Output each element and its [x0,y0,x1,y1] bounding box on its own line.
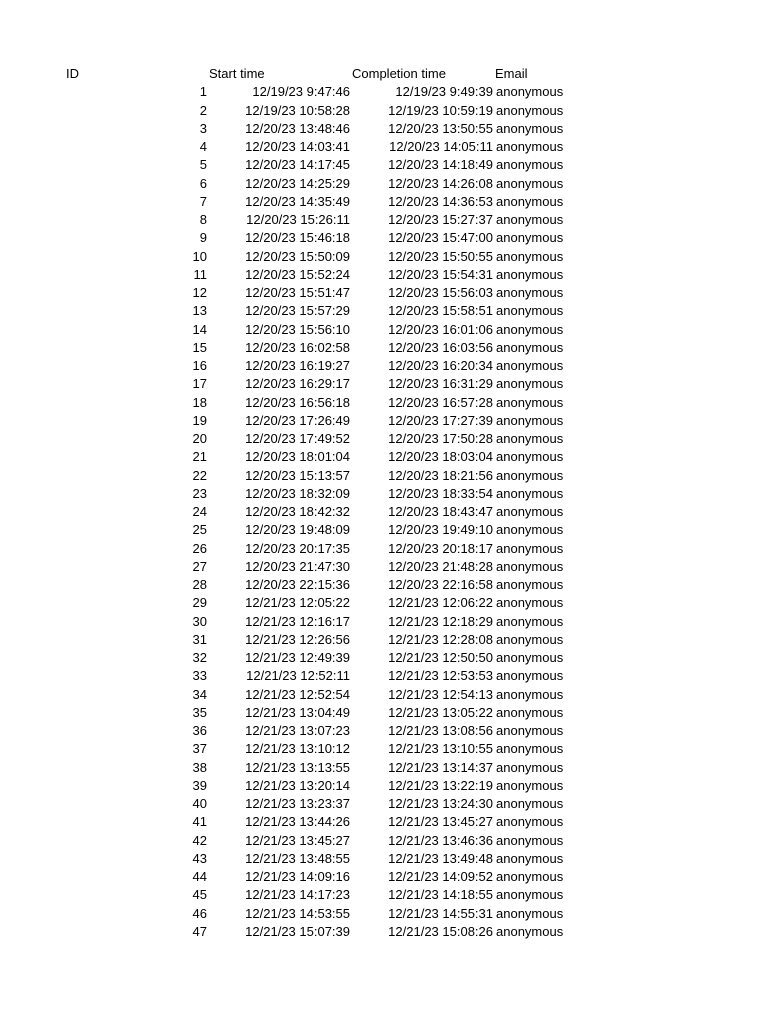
header-id: ID [66,66,79,81]
cell-completion-time: 12/20/23 15:58:51 [388,303,493,319]
cell-start-time: 12/20/23 16:29:17 [245,376,350,392]
cell-completion-time: 12/20/23 13:50:55 [388,120,493,136]
cell-start-time: 12/21/23 12:05:22 [245,595,350,611]
cell-completion-time: 12/20/23 21:48:28 [388,558,493,574]
cell-start-time: 12/19/23 10:58:28 [245,102,350,118]
table-row [0,576,768,594]
cell-start-time: 12/20/23 20:17:35 [245,540,350,556]
cell-id: 7 [199,193,207,209]
cell-completion-time: 12/20/23 15:47:00 [388,230,493,246]
cell-email: anonymous [496,631,564,647]
cell-start-time: 12/21/23 12:52:11 [246,668,350,684]
cell-start-time: 12/20/23 16:19:27 [245,358,350,373]
table-body [0,83,768,941]
spreadsheet-table [0,65,768,941]
cell-email: anonymous [496,394,564,410]
cell-completion-time: 12/21/23 14:09:52 [388,869,493,884]
cell-start-time: 12/20/23 18:01:04 [245,449,350,465]
cell-completion-time: 12/20/23 14:05:11 [389,139,493,154]
cell-start-time: 12/19/23 9:47:46 [252,84,350,100]
cell-email: anonymous [496,321,564,337]
cell-completion-time: 12/20/23 17:50:28 [388,431,493,446]
cell-id: 24 [192,504,207,519]
cell-completion-time: 12/20/23 19:49:10 [388,522,493,538]
cell-id: 15 [192,339,207,355]
cell-email: anonymous [496,814,564,830]
table-row [0,467,768,485]
cell-start-time: 12/20/23 19:48:09 [245,522,350,538]
cell-email: anonymous [496,777,564,793]
cell-id: 11 [193,266,207,282]
cell-email: anonymous [496,193,564,209]
table-row [0,448,768,466]
cell-id: 28 [192,577,207,592]
cell-start-time: 12/21/23 13:45:27 [245,832,350,848]
cell-id: 39 [192,777,207,793]
table-row [0,211,768,229]
table-row [0,813,768,831]
header-completion-time: Completion time [352,66,446,81]
table-row [0,777,768,795]
cell-id: 20 [192,431,207,446]
cell-start-time: 12/20/23 14:35:49 [245,193,350,209]
cell-email: anonymous [496,248,564,264]
cell-id: 18 [192,394,207,410]
cell-start-time: 12/20/23 14:25:29 [245,175,350,191]
cell-completion-time: 12/20/23 15:56:03 [388,285,493,300]
cell-email: anonymous [496,285,564,300]
cell-start-time: 12/21/23 12:52:54 [245,686,350,702]
cell-email: anonymous [496,504,564,519]
cell-email: anonymous [496,339,564,355]
cell-email: anonymous [496,869,564,884]
cell-email: anonymous [496,613,564,629]
cell-email: anonymous [496,230,564,246]
cell-id: 4 [199,139,207,154]
cell-start-time: 12/20/23 15:57:29 [245,303,350,319]
cell-id: 12 [192,285,207,300]
table-row [0,686,768,704]
cell-completion-time: 12/21/23 13:22:19 [388,777,493,793]
cell-email: anonymous [496,212,564,227]
cell-start-time: 12/21/23 12:16:17 [245,613,350,629]
cell-completion-time: 12/21/23 12:18:29 [388,613,493,629]
header-row [0,65,768,83]
cell-id: 40 [192,796,207,811]
cell-email: anonymous [496,741,564,757]
table-row [0,832,768,850]
table-row [0,357,768,375]
cell-id: 27 [192,558,207,574]
cell-email: anonymous [496,923,564,939]
table-row [0,503,768,521]
cell-completion-time: 12/21/23 13:14:37 [388,759,493,775]
cell-id: 23 [192,485,207,501]
cell-start-time: 12/21/23 13:13:55 [245,759,350,775]
cell-id: 26 [192,540,207,556]
cell-id: 32 [192,650,207,665]
cell-start-time: 12/21/23 13:10:12 [245,741,350,757]
table-row [0,521,768,539]
cell-completion-time: 12/20/23 15:54:31 [388,266,493,282]
cell-completion-time: 12/20/23 16:31:29 [388,376,493,392]
cell-email: anonymous [496,905,564,921]
cell-id: 5 [199,157,207,173]
table-row [0,868,768,886]
cell-completion-time: 12/21/23 13:24:30 [388,796,493,811]
table-row [0,558,768,576]
cell-email: anonymous [496,467,564,483]
cell-id: 2 [199,102,207,118]
cell-start-time: 12/20/23 15:26:11 [246,212,350,227]
cell-id: 3 [199,120,207,136]
cell-completion-time: 12/20/23 18:21:56 [388,467,493,483]
table-row [0,120,768,138]
table-row [0,594,768,612]
cell-completion-time: 12/20/23 20:18:17 [388,540,493,556]
cell-email: anonymous [496,139,564,154]
cell-id: 25 [192,522,207,538]
cell-id: 37 [192,741,207,757]
cell-start-time: 12/20/23 16:56:18 [245,394,350,410]
cell-start-time: 12/20/23 14:03:41 [245,139,350,154]
table-row [0,631,768,649]
cell-id: 22 [192,467,207,483]
table-row [0,649,768,667]
cell-completion-time: 12/20/23 18:43:47 [388,504,493,519]
table-row [0,156,768,174]
table-row [0,339,768,357]
table-row [0,795,768,813]
cell-email: anonymous [496,485,564,501]
cell-completion-time: 12/21/23 12:06:22 [388,595,493,611]
cell-id: 35 [192,704,207,720]
cell-id: 47 [192,923,207,939]
cell-email: anonymous [496,376,564,392]
cell-id: 43 [192,850,207,866]
cell-email: anonymous [496,412,564,428]
cell-start-time: 12/20/23 18:32:09 [245,485,350,501]
cell-email: anonymous [496,449,564,465]
cell-id: 33 [192,668,207,684]
cell-start-time: 12/20/23 15:52:24 [245,266,350,282]
table-row [0,613,768,631]
cell-completion-time: 12/21/23 15:08:26 [388,923,493,939]
cell-completion-time: 12/20/23 14:26:08 [388,175,493,191]
cell-completion-time: 12/21/23 14:18:55 [388,887,493,903]
table-row [0,394,768,412]
cell-completion-time: 12/21/23 13:08:56 [388,723,493,738]
cell-completion-time: 12/21/23 13:05:22 [388,704,493,720]
cell-completion-time: 12/21/23 13:45:27 [388,814,493,830]
cell-completion-time: 12/20/23 22:16:58 [388,577,493,592]
table-row [0,759,768,777]
cell-id: 9 [199,230,207,246]
cell-start-time: 12/21/23 13:48:55 [245,850,350,866]
cell-id: 46 [192,905,207,921]
cell-completion-time: 12/20/23 15:27:37 [388,212,493,227]
cell-start-time: 12/20/23 14:17:45 [245,157,350,173]
table-row [0,722,768,740]
cell-email: anonymous [496,577,564,592]
table-row [0,905,768,923]
cell-start-time: 12/20/23 15:56:10 [245,321,350,337]
cell-id: 38 [192,759,207,775]
table-row [0,229,768,247]
cell-id: 8 [199,212,207,227]
table-row [0,193,768,211]
table-row [0,375,768,393]
cell-completion-time: 12/21/23 13:49:48 [388,850,493,866]
table-row [0,175,768,193]
table-row [0,248,768,266]
cell-start-time: 12/20/23 15:51:47 [245,285,350,300]
cell-email: anonymous [496,558,564,574]
cell-id: 45 [192,887,207,903]
table-row [0,102,768,120]
cell-email: anonymous [496,668,564,684]
cell-id: 41 [192,814,207,830]
cell-start-time: 12/21/23 13:23:37 [245,796,350,811]
cell-completion-time: 12/21/23 12:28:08 [388,631,493,647]
table-row [0,704,768,722]
cell-id: 42 [192,832,207,848]
cell-start-time: 12/20/23 13:48:46 [245,120,350,136]
cell-completion-time: 12/21/23 13:46:36 [388,832,493,848]
cell-email: anonymous [496,850,564,866]
cell-start-time: 12/20/23 15:50:09 [245,248,350,264]
cell-id: 21 [192,449,207,465]
cell-completion-time: 12/19/23 9:49:39 [395,84,493,100]
cell-id: 19 [192,412,207,428]
cell-completion-time: 12/20/23 18:33:54 [388,485,493,501]
cell-completion-time: 12/20/23 15:50:55 [388,248,493,264]
table-row [0,886,768,904]
cell-email: anonymous [496,522,564,538]
cell-start-time: 12/20/23 17:26:49 [245,412,350,428]
cell-email: anonymous [496,84,564,100]
cell-completion-time: 12/21/23 12:53:53 [388,668,493,684]
cell-id: 1 [199,84,207,100]
cell-email: anonymous [496,120,564,136]
cell-start-time: 12/21/23 13:07:23 [245,723,350,738]
cell-email: anonymous [496,358,564,373]
cell-id: 17 [192,376,207,392]
cell-start-time: 12/21/23 12:26:56 [245,631,350,647]
cell-start-time: 12/21/23 13:44:26 [245,814,350,830]
cell-completion-time: 12/20/23 16:03:56 [388,339,493,355]
cell-start-time: 12/20/23 16:02:58 [245,339,350,355]
cell-email: anonymous [496,723,564,738]
cell-start-time: 12/21/23 13:20:14 [245,777,350,793]
cell-email: anonymous [496,759,564,775]
cell-completion-time: 12/21/23 12:54:13 [388,686,493,702]
cell-email: anonymous [496,887,564,903]
cell-completion-time: 12/21/23 14:55:31 [388,905,493,921]
cell-completion-time: 12/21/23 12:50:50 [388,650,493,665]
table-row [0,284,768,302]
cell-email: anonymous [496,540,564,556]
cell-completion-time: 12/20/23 14:18:49 [388,157,493,173]
table-row [0,540,768,558]
cell-start-time: 12/21/23 12:49:39 [245,650,350,665]
cell-start-time: 12/20/23 22:15:36 [245,577,350,592]
cell-email: anonymous [496,303,564,319]
table-row [0,321,768,339]
table-row [0,485,768,503]
cell-start-time: 12/20/23 17:49:52 [245,431,350,446]
cell-email: anonymous [496,686,564,702]
cell-completion-time: 12/20/23 17:27:39 [388,412,493,428]
cell-email: anonymous [496,650,564,665]
cell-completion-time: 12/20/23 14:36:53 [388,193,493,209]
table-row [0,923,768,941]
cell-email: anonymous [496,157,564,173]
cell-email: anonymous [496,704,564,720]
cell-completion-time: 12/20/23 16:20:34 [388,358,493,373]
cell-id: 36 [192,723,207,738]
cell-completion-time: 12/20/23 16:01:06 [388,321,493,337]
header-email: Email [495,66,528,81]
table-row [0,412,768,430]
cell-id: 34 [192,686,207,702]
cell-email: anonymous [496,595,564,611]
cell-email: anonymous [496,832,564,848]
cell-email: anonymous [496,796,564,811]
table-row [0,266,768,284]
cell-id: 30 [192,613,207,629]
cell-start-time: 12/20/23 15:46:18 [245,230,350,246]
cell-start-time: 12/21/23 15:07:39 [245,923,350,939]
table-row [0,83,768,101]
cell-id: 29 [192,595,207,611]
cell-id: 44 [192,869,207,884]
cell-start-time: 12/21/23 13:04:49 [245,704,350,720]
cell-id: 6 [199,175,207,191]
cell-completion-time: 12/20/23 16:57:28 [388,394,493,410]
cell-id: 31 [192,631,207,647]
table-row [0,850,768,868]
cell-start-time: 12/20/23 21:47:30 [245,558,350,574]
header-start-time: Start time [209,66,265,81]
cell-completion-time: 12/21/23 13:10:55 [388,741,493,757]
table-row [0,740,768,758]
table-row [0,667,768,685]
cell-id: 16 [192,358,207,373]
cell-completion-time: 12/20/23 18:03:04 [388,449,493,465]
cell-email: anonymous [496,175,564,191]
cell-completion-time: 12/19/23 10:59:19 [388,102,493,118]
cell-start-time: 12/21/23 14:09:16 [245,869,350,884]
table-row [0,430,768,448]
cell-id: 10 [192,248,207,264]
cell-start-time: 12/20/23 18:42:32 [245,504,350,519]
cell-email: anonymous [496,431,564,446]
table-row [0,138,768,156]
cell-start-time: 12/21/23 14:53:55 [245,905,350,921]
table-row [0,302,768,320]
cell-start-time: 12/21/23 14:17:23 [245,887,350,903]
cell-email: anonymous [496,266,564,282]
cell-start-time: 12/20/23 15:13:57 [245,467,350,483]
cell-id: 14 [192,321,207,337]
cell-id: 13 [192,303,207,319]
cell-email: anonymous [496,102,564,118]
